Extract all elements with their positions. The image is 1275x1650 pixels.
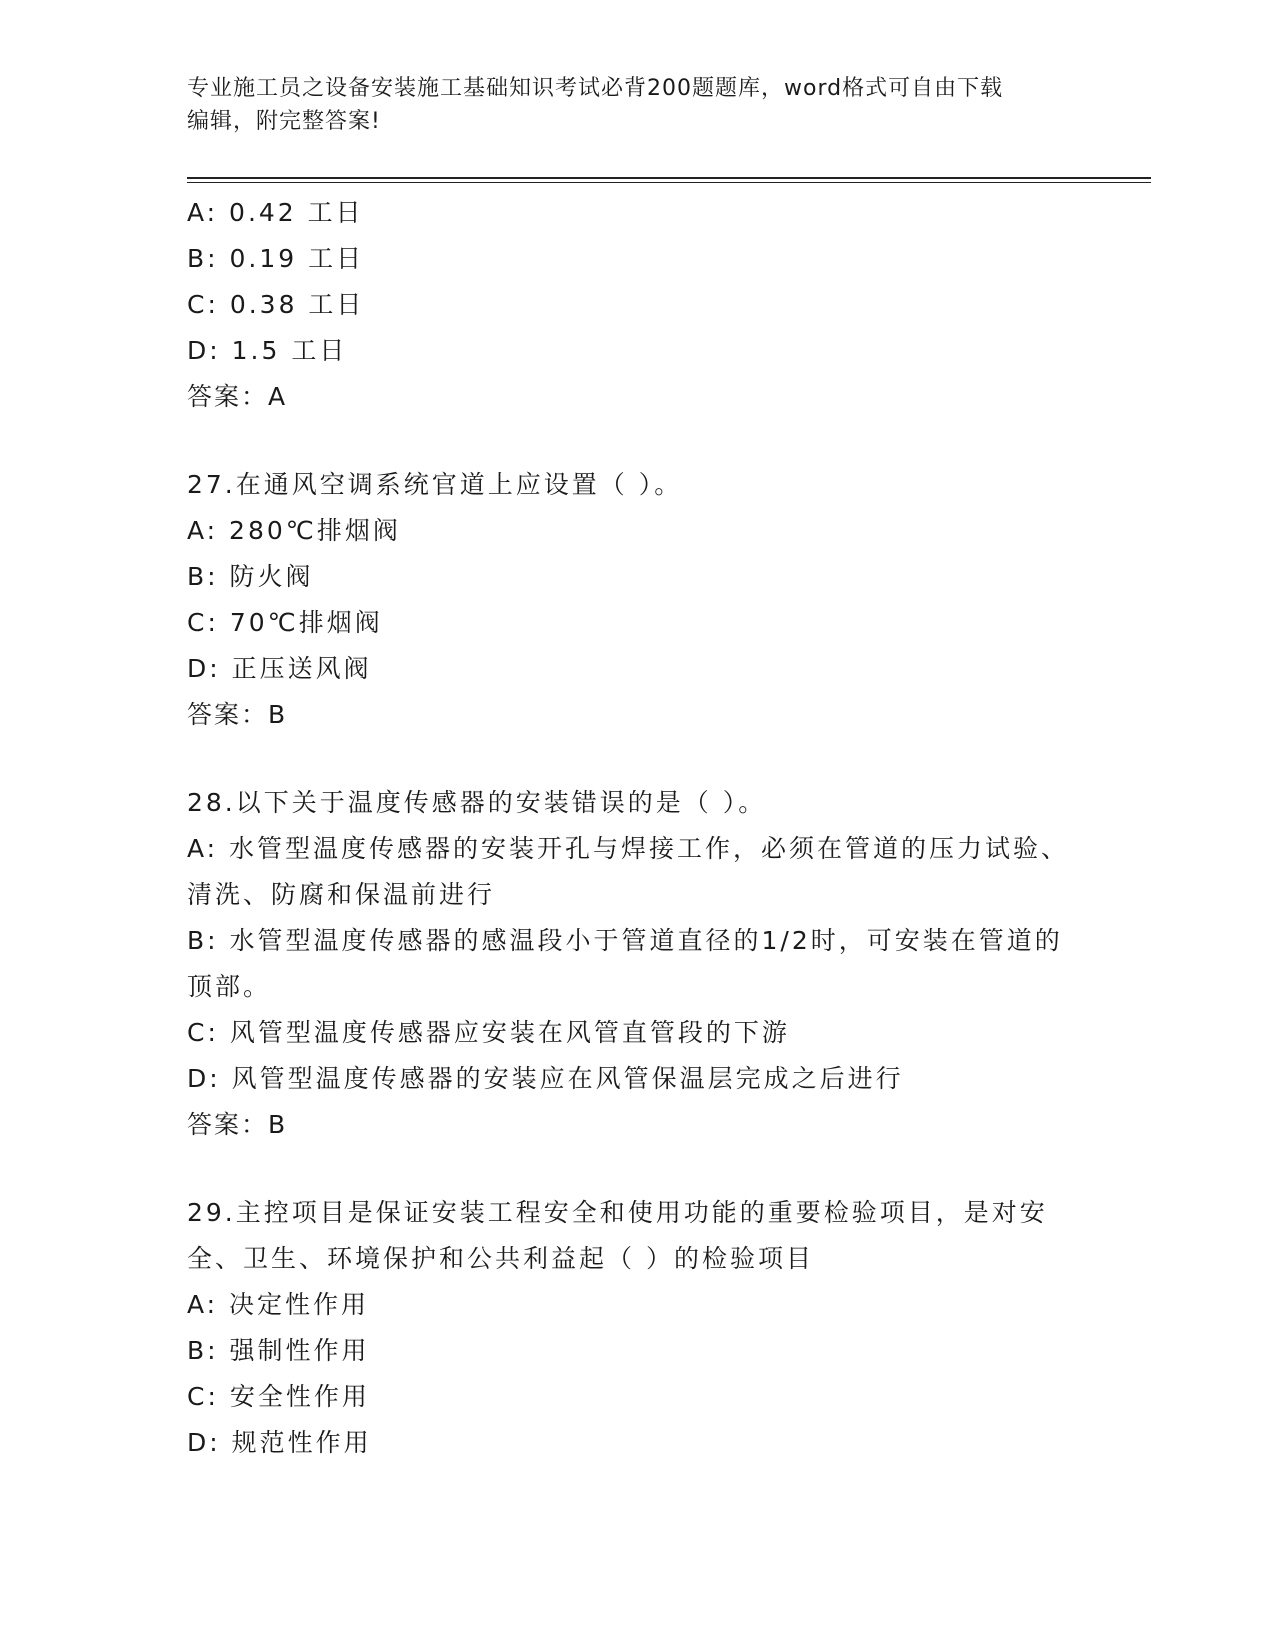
question-text: 28.以下关于温度传感器的安装错误的是（ ）。 [187,788,767,817]
option-d: D: 规范性作用 [187,1428,372,1457]
spacer [187,420,1087,462]
question-26 [187,190,1087,420]
question-text: 29.主控项目是保证安装工程安全和使用功能的重要检验项目，是对安全、卫生、环境保护和公共利益起（ ）的检验项目 [187,1198,1048,1273]
answer: 答案：B [187,700,288,729]
spacer [187,1148,1087,1190]
option-b: B: 防火阀 [187,562,314,591]
document-header [187,72,1087,138]
option-b: B: 强制性作用 [187,1336,370,1365]
question-27 [187,462,1087,738]
option-d: D: 1.5 工日 [187,336,348,365]
header-title-line-2: 编辑，附完整答案! [187,109,381,134]
question-list [187,190,1087,1466]
question-text: 27.在通风空调系统官道上应设置（ ）。 [187,470,683,499]
spacer [187,738,1087,780]
header-title-line-1: 专业施工员之设备安装施工基础知识考试必背200题题库，word格式可自由下载 [187,76,1004,101]
option-b: B: 水管型温度传感器的感温段小于管道直径的1/2时，可安装在管道的顶部。 [187,926,1063,1001]
option-c: C: 0.38 工日 [187,290,365,319]
question-29 [187,1190,1087,1466]
option-c: C: 70℃排烟阀 [187,608,383,637]
option-a: A: 决定性作用 [187,1290,370,1319]
header-divider-thick [187,177,1151,179]
option-c: C: 风管型温度传感器应安装在风管直管段的下游 [187,1018,790,1047]
option-d: D: 正压送风阀 [187,654,372,683]
option-b: B: 0.19 工日 [187,244,365,273]
option-a: A: 280℃排烟阀 [187,516,401,545]
option-c: C: 安全性作用 [187,1382,370,1411]
answer: 答案：B [187,1110,288,1139]
answer: 答案：A [187,382,288,411]
option-a: A: 水管型温度传感器的安装开孔与焊接工作，必须在管道的压力试验、清洗、防腐和保温前进行 [187,834,1070,909]
option-d: D: 风管型温度传感器的安装应在风管保温层完成之后进行 [187,1064,904,1093]
option-a: A: 0.42 工日 [187,198,364,227]
header-divider-thin [187,182,1151,183]
question-28 [187,780,1087,1148]
